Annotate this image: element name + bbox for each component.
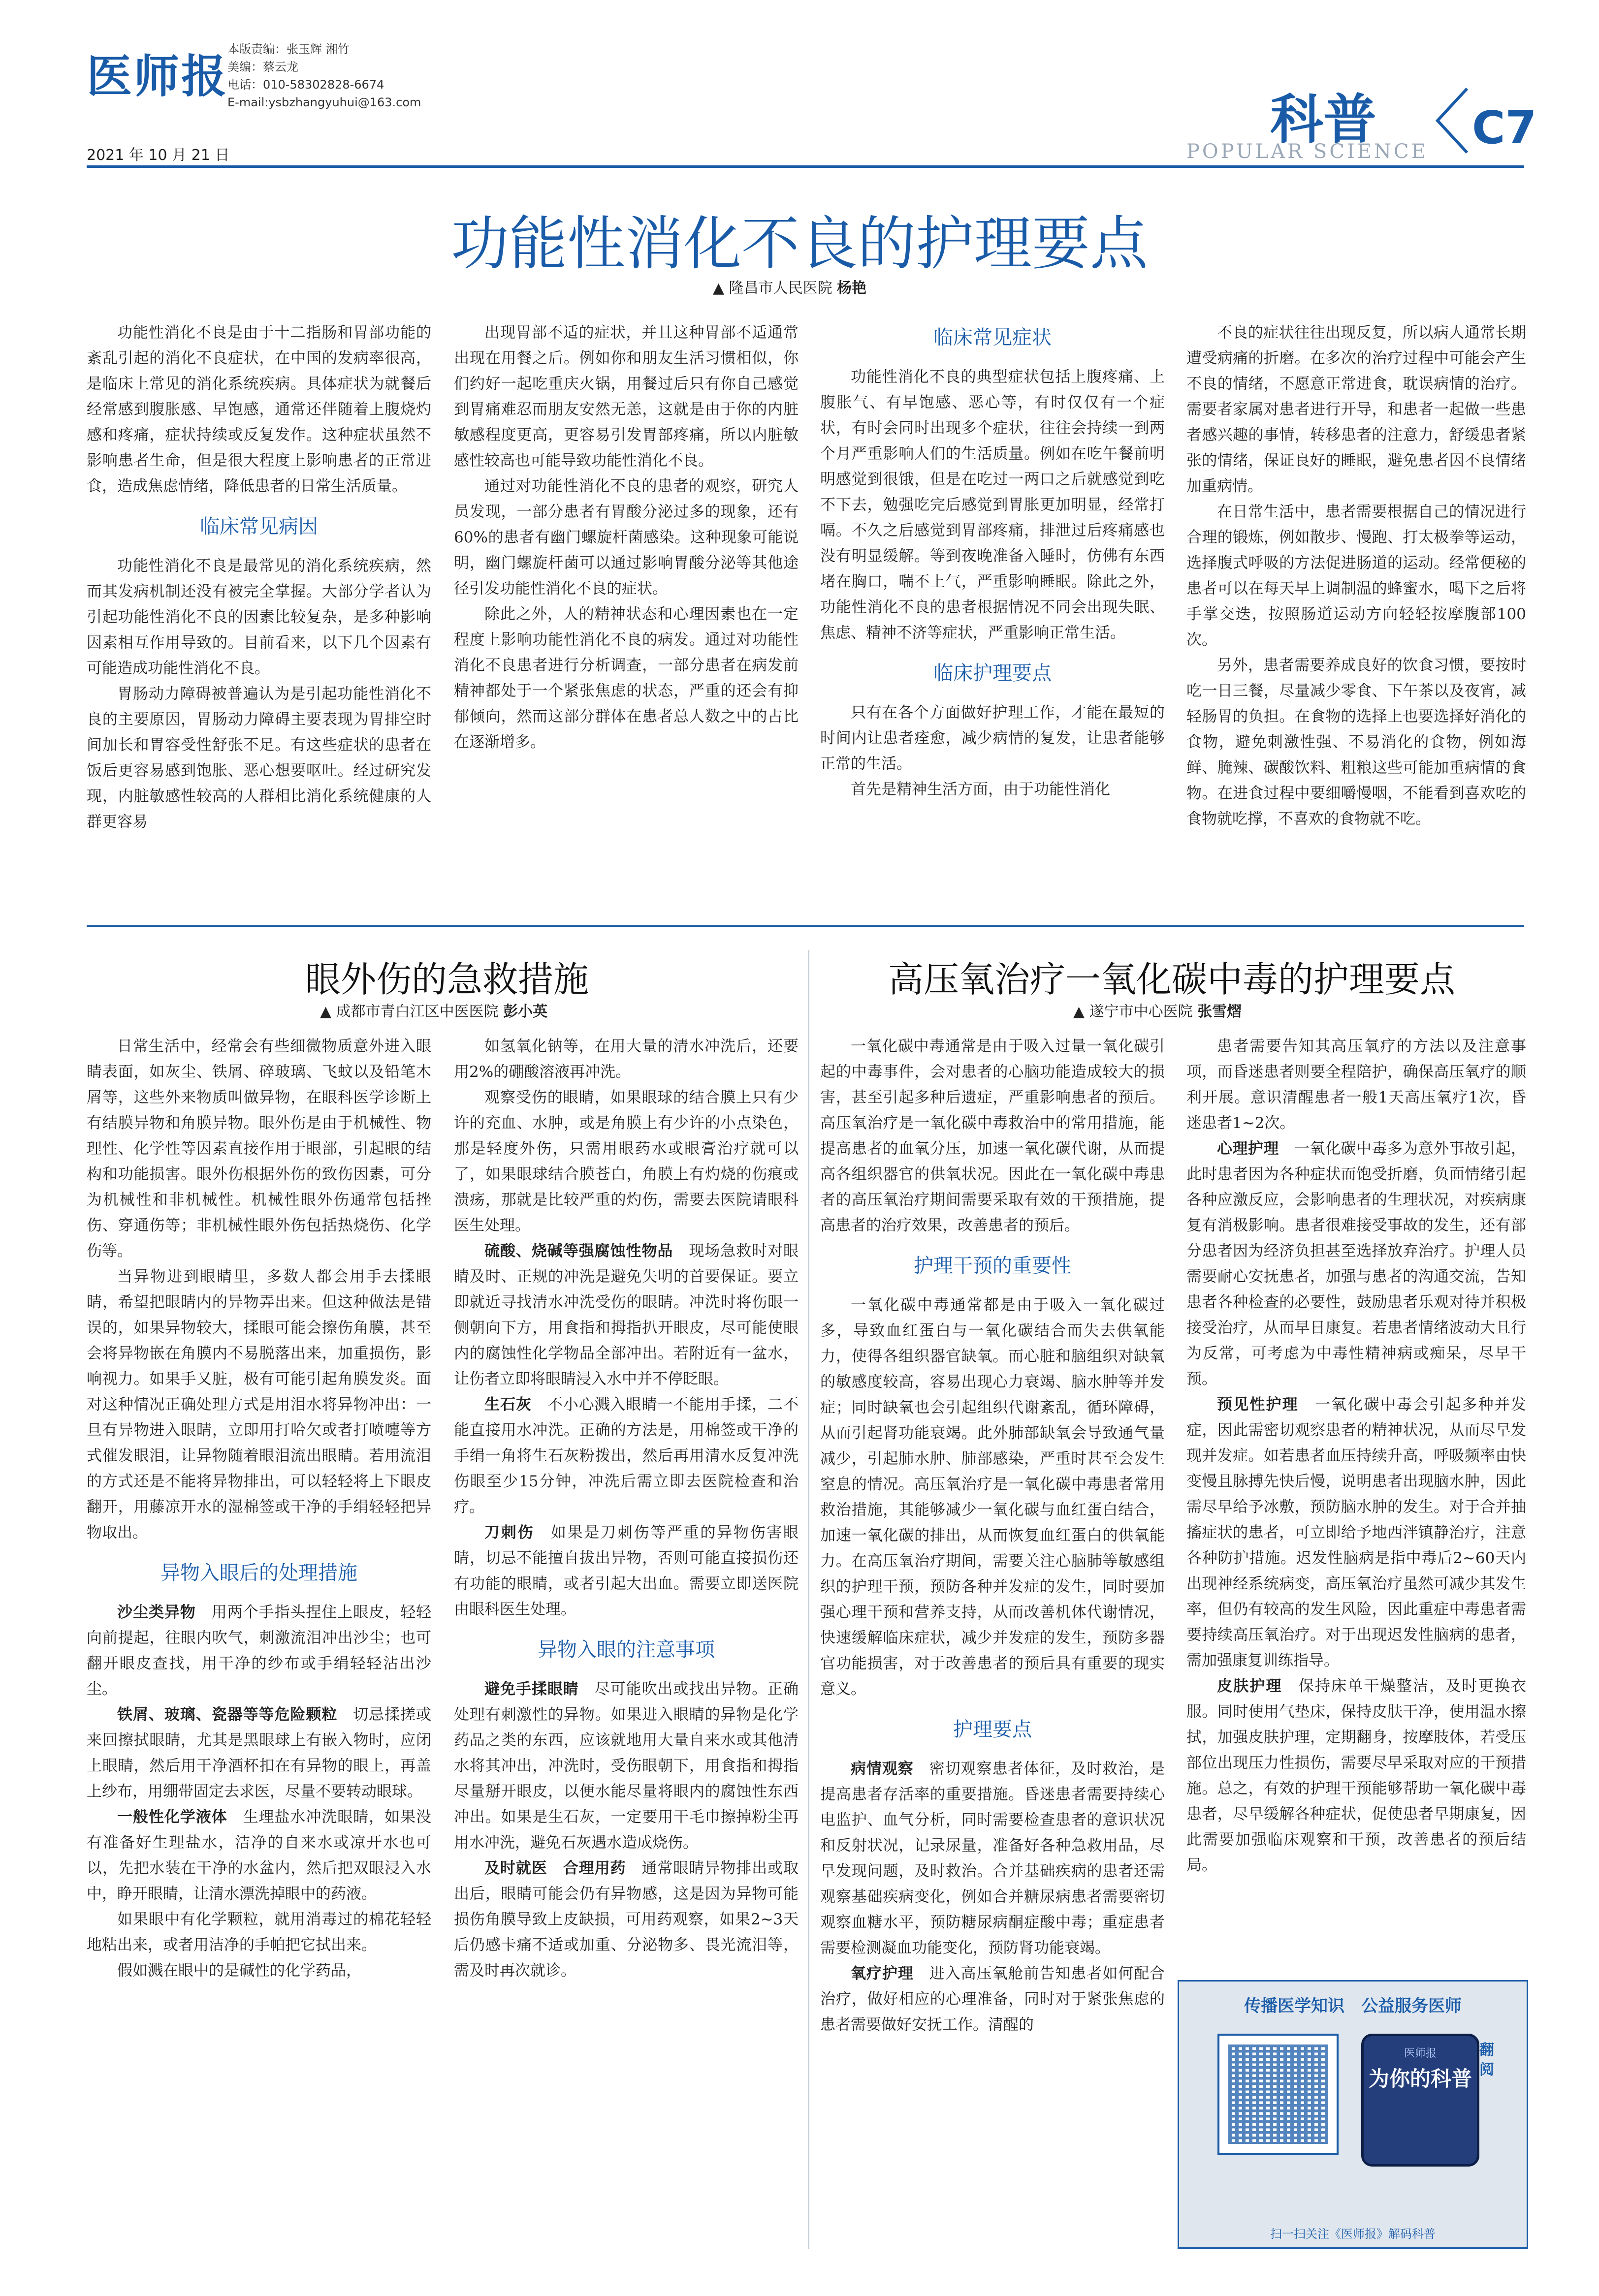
paragraph: 功能性消化不良是最常见的消化系统疾病，然而其发病机制还没有被完全掌握。大部分学者认为引起功能性消化不良的因素比较复杂，是多种影响因素相互作用导致的。目前看来，以下几个因素有可能造成功能性消化不良。: [87, 557, 431, 677]
paragraph: 观察受伤的眼睛，如果眼球的结合膜上只有少许的充血、水肿，或是角膜上有少许的小点染色，那是轻度外伤，只需用眼药水或眼膏治疗就可以了，如果眼球结合膜苍白，角膜上有灼烧的伤痕或溃疡，那就是比较严重的灼伤，需要去医院请眼科医生处理。: [454, 1089, 799, 1234]
paragraph-body: 一氧化碳中毒多为意外事故引起，此时患者因为各种症状而饱受折磨，负面情绪引起各种应激反应，会影响患者的生理状况，对疾病康复有消极影响。患者很难接受事故的发生，还有部分患者因为经济负担甚至选择放弃治疗。护理人员需要耐心安抚患者，加强与患者的沟通交流，告知患者各种检查的必要性，鼓励患者乐观对待并积极接受治疗，从而早日康复。若患者情绪波动大且行为反常，可考虑为中毒性精神病或痴呆，尽早干预。: [1186, 1140, 1527, 1388]
paragraph: 假如溅在眼中的是碱性的化学药品，: [117, 1962, 361, 1980]
paragraph-body: 通常眼睛异物排出或取出后，眼睛可能会仍有异物感，这是因为异物可能损伤角膜导致上皮缺损，可用药观察，如果2~3天后仍感卡痛不适或加重、分泌物多、畏光流泪等，需及时再次就诊。: [454, 1859, 799, 1980]
article3-byline: [1073, 999, 1242, 1021]
article3-column-1: [820, 1034, 1165, 2038]
paragraph: [87, 1702, 431, 1804]
lead-in: 铁屑、玻璃、瓷器等等危险颗粒: [117, 1706, 338, 1724]
byline-author: 彭小英: [503, 1003, 548, 1020]
paragraph: 一氧化碳中毒通常是由于吸入过量一氧化碳引起的中毒事件，会对患者的心脑功能造成较大的损害，甚至引起多种后遗症，严重影响患者的预后。高压氧治疗是一氧化碳中毒救治中的常用措施，能提高患者的血氧分压，加速一氧化碳代谢，从而提高各组织器官的供氧状况。因此在一氧化碳中毒患者的高压氧治疗期间需要采取有效的干预措施，提高患者的治疗效果，改善患者的预后。: [820, 1038, 1165, 1234]
paragraph: 另外，患者需要养成良好的饮食习惯，要按时吃一日三餐，尽量减少零食、下午茶以及夜宵，减轻肠胃的负担。在食物的选择上也要选择好消化的食物，避免刺激性强、不易消化的食物，例如海鲜、腌辣、碳酸饮料、粗粮这些可能加重病情的食物。在进食过程中要细嚼慢咽，不能看到喜欢吃的食物就吃撑，不喜欢的食物就不吃。: [1186, 657, 1526, 828]
paragraph: 不良的症状往往出现反复，所以病人通常长期遭受病痛的折磨。在多次的治疗过程中可能会产生不良的情绪，不愿意正常进食，耽误病情的治疗。需要者家属对患者进行开导，和患者一起做一些患者感兴趣的事情，转移患者的注意力，舒缓患者紧张的情绪，保证良好的睡眠，避免患者因不良情绪加重病情。: [1186, 324, 1526, 495]
phone-graphic: [1361, 2034, 1479, 2167]
byline-author: 张雪熠: [1197, 1003, 1242, 1020]
lead-in: 一般性化学液体: [117, 1808, 227, 1826]
phone-brand: 医师报: [1404, 2047, 1437, 2060]
promo-slogan: 传播医学知识 公益服务医师: [1244, 1996, 1462, 2016]
qr-code-icon[interactable]: [1217, 2034, 1339, 2155]
chevron-left-icon: [1428, 84, 1472, 157]
article1-column-1: [87, 320, 431, 835]
section-heading: 异物入眼的注意事项: [538, 1638, 715, 1661]
paragraph: 如氢氧化钠等，在用大量的清水冲洗后，还要用2%的硼酸溶液再冲洗。: [454, 1038, 799, 1081]
section-heading: 临床常见病因: [200, 515, 318, 538]
promo-side-label: 翻阅: [1479, 2042, 1494, 2078]
lead-in: 刀刺伤: [484, 1524, 535, 1541]
paragraph: 一氧化碳中毒通常都是由于吸入一氧化碳过多，导致血红蛋白与一氧化碳结合而失去供氧能力，使得各组织器官缺氧。而心脏和脑组织对缺氧的敏感度较高，容易出现心力衰竭、脑水肿等并发症；同时缺氧也会引起组织代谢紊乱，循环障碍，从而引起肾功能衰竭。此外肺部缺氧会导致通气量减少，引起肺水肿、肺部感染，严重时甚至会发生窒息的情况。高压氧治疗是一氧化碳中毒患者常用救治措施，其能够减少一氧化碳与血红蛋白结合，加速一氧化碳的排出，从而恢复血红蛋白的供氧能力。在高压氧治疗期间，需要关注心脑肺等敏感组织的护理干预，预防各种并发症的发生，同时要加强心理干预和营养支持，从而改善机体代谢情况，快速缓解临床症状，减少并发症的发生，预防多器官功能损害，对于改善患者的预后具有重要的现实意义。: [820, 1296, 1165, 1698]
newspaper-logo: 医师报: [87, 50, 229, 103]
paragraph: [820, 1756, 1165, 1961]
section-heading: 异物入眼后的处理措施: [160, 1562, 357, 1584]
paragraph-body: 进入高压氧舱前告知患者如何配合治疗，做好相应的心理准备，同时对于紧张焦虑的患者需要做好安抚工作。清醒的: [820, 1965, 1165, 2034]
page-number: C7: [1472, 101, 1537, 154]
article2-title: 眼外伤的急救措施: [305, 959, 589, 1000]
section-heading: 护理要点: [953, 1718, 1032, 1741]
paragraph: 胃肠动力障碍被普遍认为是引起功能性消化不良的主要原因，胃肠动力障碍主要表现为胃排空时间加长和胃容受性舒张不足。有这些症状的患者在饭后更容易感到饱胀、恶心想要呕吐。经过研究发现，内脏敏感性较高的人群相比消化系统健康的人群更容易: [87, 685, 431, 831]
paragraph: 首先是精神生活方面，由于功能性消化: [851, 781, 1110, 798]
article1-column-2: [454, 320, 799, 755]
editor-info-line: 本版责编：张玉辉 湘竹: [227, 42, 350, 56]
lead-in: 硫酸、烧碱等强腐蚀性物品: [484, 1242, 673, 1260]
lead-in: 氧疗护理: [851, 1965, 914, 1982]
paragraph-body: 生理盐水冲洗眼睛，如果没有准备好生理盐水，洁净的自来水或凉开水也可以，先把水装在干净的水盆内，然后把双眼浸入水中，睁开眼睛，让清水漂洗掉眼中的药液。: [87, 1808, 432, 1903]
article3-column-2: [1186, 1034, 1526, 1878]
paragraph: 只有在各个方面做好护理工作，才能在最短的时间内让患者痊愈，减少病情的复发，让患者能够正常的生活。: [820, 704, 1165, 773]
byline-affiliation: ▲ 遂宁市中心医院: [1073, 1003, 1193, 1020]
article2-column-2: [454, 1034, 799, 1983]
paragraph: [1186, 1673, 1526, 1878]
paragraph: 日常生活中，经常会有些细微物质意外进入眼睛表面，如灰尘、铁屑、碎玻璃、飞蚊以及铅笔木屑等，这些外来物质叫做异物，在眼科医学诊断上有结膜异物和角膜异物。眼外伤是由于机械性、物理性、化学性等因素直接作用于眼部，引起眼的结构和功能损害。眼外伤根据外伤的致伤因素，可分为机械性和非机械性。机械性眼外伤通常包括挫伤、穿通伤等；非机械性眼外伤包括热烧伤、化学伤等。: [87, 1038, 431, 1260]
lead-in: 病情观察: [851, 1760, 914, 1778]
column-divider: [808, 950, 809, 2249]
editor-info-line: E-mail:ysbzhangyuhui@163.com: [227, 95, 421, 109]
paragraph: 功能性消化不良的典型症状包括上腹疼痛、上腹胀气、有早饱感、恶心等，有时仅仅有一个症状，有时会同时出现多个症状，往往会持续一到两个月严重影响人们的生活质量。例如在吃午餐前明明感觉到很饿，但是在吃过一两口之后就感觉到吃不下去，勉强吃完后感觉到胃胀更加明显，经常打嗝。不久之后感觉到胃部疼痛，排泄过后疼痛感也没有明显缓解。等到夜晚准备入睡时，仿佛有东西堵在胸口，喘不上气，严重影响睡眠。除此之外，功能性消化不良的患者根据情况不同会出现失眠、焦虑、精神不济等症状，严重影响正常生活。: [820, 368, 1165, 642]
paragraph: 在日常生活中，患者需要根据自己的情况进行合理的锻炼，例如散步、慢跑、打太极拳等运动，选择腹式呼吸的方法促进肠道的运动。经常便秘的患者可以在每天早上调制温的蜂蜜水，喝下之后将手掌交迭，按照肠道运动方向轻轻按摩腹部100次。: [1186, 503, 1526, 649]
editor-info-line: 电话：010-58302828-6674: [227, 78, 384, 92]
masthead-divider: [87, 165, 1524, 168]
byline-affiliation: ▲ 隆昌市人民医院: [713, 280, 832, 297]
article3-title: 高压氧治疗一氧化碳中毒的护理要点: [888, 959, 1455, 1000]
paragraph-body: 尽可能吹出或找出异物。正确处理有刺激性的异物。如果进入眼睛的异物是化学药品之类的东西，应该就地用大量自来水或其他清水将其冲出，冲洗时，受伤眼朝下，用食指和拇指尽量掰开眼皮，以便水能尽量将眼内的腐蚀性东西冲出。如果是生石灰，一定要用干毛巾擦掉粉尘再用水冲洗，避免石灰遇水造成烧伤。: [454, 1680, 799, 1852]
lead-in: 避免手揉眼睛: [484, 1680, 579, 1698]
paragraph: 出现胃部不适的症状，并且这种胃部不适通常出现在用餐之后。例如你和朋友生活习惯相似，你们约好一起吃重庆火锅，用餐过后只有你自己感觉到胃痛难忍而朋友安然无恙，这就是由于你的内脏敏感程度更高，更容易引发胃部疼痛，所以内脏敏感性较高也可能导致功能性消化不良。: [454, 324, 799, 470]
paragraph: [454, 1392, 799, 1520]
paragraph-body: 一氧化碳中毒会引起多种并发症，因此需密切观察患者的精神状况，从而尽早发现并发症。如若患者血压持续升高，呼吸频率由快变慢且脉搏先快后慢，说明患者出现脑水肿，因此需尽早给予冰敷，预防脑水肿的发生。对于合并抽搐症状的患者，可立即给予地西泮镇静治疗，注意各种防护措施。迟发性脑病是指中毒后2~60天内出现神经系统病变，高压氧治疗虽然可减少其发生率，但仍有较高的发生风险，因此重症中毒患者需要持续高压氧治疗。对于出现迟发性脑病的患者，需加强康复训练指导。: [1186, 1396, 1527, 1669]
article1-column-4: [1186, 320, 1526, 832]
article2-byline: [320, 999, 547, 1021]
paragraph: 通过对功能性消化不良的患者的观察，研究人员发现，一部分患者有胃酸分泌过多的现象，还有60%的患者有幽门螺旋杆菌感染。这种现象可能说明，幽门螺旋杆菌可以通过影响胃酸分泌等其他途径引发功能性消化不良的症状。: [454, 477, 799, 598]
paragraph-body: 密切观察患者体征，及时救治，是提高患者存活率的重要措施。昏迷患者需要持续心电监护、血气分析，同时需要检查患者的意识状况和反射状况，记录尿量，准备好各种急救用品，尽早发现问题，及时救治。合并基础疾病的患者还需观察基础疾病变化，例如合并糖尿病患者需要密切观察血糖水平，预防糖尿病酮症酸中毒；重症患者需要检测凝血功能变化，预防肾功能衰竭。: [820, 1760, 1165, 1957]
paragraph: [454, 1520, 799, 1622]
paragraph-body: 用两个手指头捏住上眼皮，轻轻向前提起，往眼内吹气，刺激流泪冲出沙尘；也可翻开眼皮查找，用干净的纱布或手绢轻轻沾出沙尘。: [87, 1604, 432, 1698]
section-heading: 临床常见症状: [933, 326, 1052, 349]
promo-banner[interactable]: [1178, 1980, 1528, 2249]
paragraph: [87, 1600, 431, 1702]
lead-in: 生石灰: [484, 1396, 532, 1414]
lead-in: 皮肤护理: [1217, 1677, 1282, 1695]
section-heading: 临床护理要点: [933, 662, 1052, 685]
paragraph: [820, 1961, 1165, 2038]
paragraph-body: 现场急救时对眼睛及时、正规的冲洗是避免失明的首要保证。要立即就近寻找清水冲洗受伤的眼睛。冲洗时将伤眼一侧朝向下方，用食指和拇指扒开眼皮，尽可能使眼内的腐蚀性化学物品全部冲出。若附近有一盆水，让伤者立即将眼睛浸入水中并不停眨眼。: [454, 1242, 799, 1388]
byline-affiliation: ▲ 成都市青白江区中医医院: [320, 1003, 499, 1020]
byline-author: 杨艳: [837, 280, 867, 297]
section-heading: 护理干预的重要性: [914, 1255, 1071, 1277]
paragraph: [454, 1238, 799, 1392]
issue-date: 2021 年 10 月 21 日: [87, 147, 230, 164]
paragraph: 患者需要告知其高压氧疗的方法以及注意事项，而昏迷患者则要全程陪护，确保高压氧疗的顺利开展。意识清醒患者一般1天高压氧疗1次，昏迷患者1~2次。: [1186, 1038, 1526, 1132]
paragraph: [454, 1676, 799, 1856]
paragraph: [1186, 1392, 1526, 1673]
lead-in: 预见性护理: [1217, 1396, 1299, 1414]
paragraph: 功能性消化不良是由于十二指肠和胃部功能的紊乱引起的消化不良症状，在中国的发病率很高，是临床上常见的消化系统疾病。具体症状为就餐后经常感到腹胀感、早饱感，通常还伴随着上腹烧灼感和疼痛，症状持续或反复发作。这种症状虽然不影响患者生命，但是很大程度上影响患者的正常进食，造成焦虑情绪，降低患者的日常生活质量。: [87, 324, 431, 495]
article1-title: 功能性消化不良的护理要点: [450, 210, 1148, 278]
paragraph: 当异物进到眼睛里，多数人都会用手去揉眼睛，希望把眼睛内的异物弄出来。但这种做法是错误的，如果异物较大，揉眼可能会擦伤角膜，甚至会将异物嵌在角膜内不易脱落出来，加重损伤，影响视力。如果手又脏，极有可能引起角膜发炎。面对这种情况正确处理方式是用泪水将异物冲出：一旦有异物进入眼睛，立即用打哈欠或者打喷嚏等方式催发眼泪，让异物随着眼泪流出眼睛。若用流泪的方式还是不能将异物排出，可以轻轻将上下眼皮翻开，用藤凉开水的湿棉签或干净的手绢轻轻把异物取出。: [87, 1268, 431, 1541]
paragraph: [454, 1856, 799, 1983]
paragraph: 如果眼中有化学颗粒，就用消毒过的棉花轻轻地粘出来，或者用洁净的手帕把它拭出来。: [87, 1911, 431, 1954]
lead-in: 心理护理: [1217, 1140, 1279, 1158]
article2-column-1: [87, 1034, 431, 1983]
paragraph-body: 不小心溅入眼睛一不能用手揉，二不能直接用水冲洗。正确的方法是，用棉签或干净的手绢一角将生石灰粉拨出，然后再用清水反复冲洗伤眼至少15分钟，冲洗后需立即去医院检查和治疗。: [454, 1396, 799, 1516]
promo-caption: 扫一扫关注《医师报》解码科普: [1270, 2227, 1436, 2241]
paragraph-body: 切忌揉搓或来回擦拭眼睛，尤其是黑眼球上有嵌入物时，应闭上眼睛，然后用干净酒杯扣在有异物的眼上，再盖上纱布，用绷带固定去求医，尽量不要转动眼球。: [87, 1706, 432, 1800]
lead-in: 及时就医 合理用药: [484, 1859, 626, 1877]
section-subtitle: POPULAR SCIENCE: [1186, 140, 1428, 163]
article1-byline: [713, 276, 866, 297]
article1-column-3: [820, 310, 1165, 802]
paragraph: 除此之外，人的精神状态和心理因素也在一定程度上影响功能性消化不良的病发。通过对功能性消化不良患者进行分析调查，一部分患者在病发前精神都处于一个紧张焦虑的状态，严重的还会有抑郁倾向，然而这部分群体在患者总人数之中的占比在逐渐增多。: [454, 605, 799, 751]
phone-slogan: 为你的科普: [1368, 2067, 1472, 2091]
editor-info-line: 美编：蔡云龙: [227, 60, 298, 74]
section-title: 科普: [1270, 89, 1377, 151]
editor-info: [227, 40, 421, 111]
section-divider: [87, 925, 1524, 927]
paragraph: [1186, 1136, 1526, 1392]
paragraph-body: 如果是刀刺伤等严重的异物伤害眼睛，切忌不能擅自拔出异物，否则可能直接损伤还有功能的眼睛，或者引起大出血。需要立即送医院由眼科医生处理。: [454, 1524, 799, 1618]
lead-in: 沙尘类异物: [117, 1604, 196, 1621]
paragraph: [87, 1804, 431, 1907]
paragraph-body: 保持床单干燥整洁，及时更换衣服。同时使用气垫床，保持皮肤干净，使用温水擦拭，加强皮肤护理，定期翻身，按摩肢体，若受压部位出现压力性损伤，需要尽早采取对应的干预措施。总之，有效的护理干预能够帮助一氧化碳中毒患者，尽早缓解各种症状，促使患者早期康复，因此需要加强临床观察和干预，改善患者的预后结局。: [1186, 1677, 1527, 1874]
